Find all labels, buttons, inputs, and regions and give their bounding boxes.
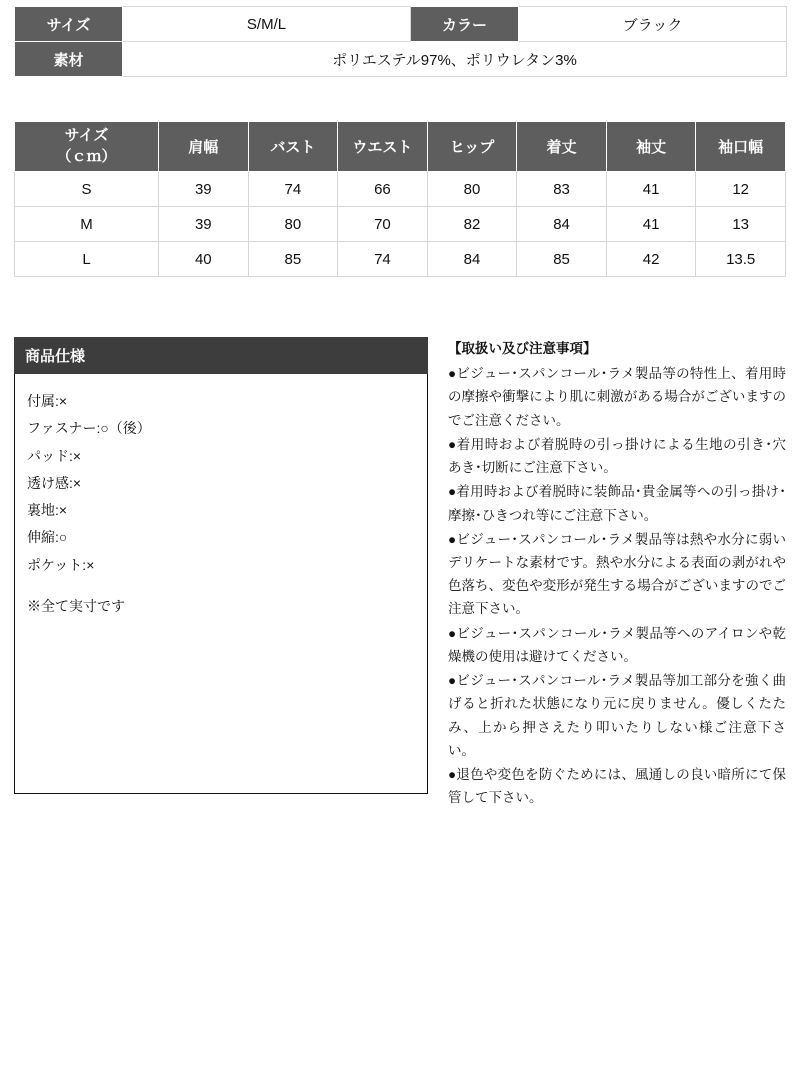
spec-row-material — [15, 42, 787, 77]
cell-s-sleeve: 41 — [606, 172, 696, 207]
list-item: 透け感:× — [27, 474, 82, 491]
size-chart-col-hip: ヒップ — [427, 122, 517, 172]
care-item: ●ビジュー･スパンコール･ラメ製品等は熱や水分に弱いデリケートな素材です。熱や水分による表面の剥がれや色落ち、変色や変形が発生する場合がございますのでご注意下さい。 — [448, 531, 786, 617]
care-item: ●退色や変色を防ぐためには、風通しの良い暗所にて保管して下さい。 — [448, 766, 786, 806]
size-chart-header-row — [15, 122, 786, 172]
cell-l-waist: 74 — [338, 242, 428, 277]
care-item: ●ビジュー･スパンコール･ラメ製品等へのアイロンや乾燥機の使用は避けてください。 — [448, 625, 786, 664]
spec-label-material: 素材 — [15, 42, 123, 77]
bottom-section — [14, 337, 786, 810]
cell-s-bust: 74 — [248, 172, 338, 207]
cell-l-length: 85 — [517, 242, 607, 277]
cell-l-sleeve: 42 — [606, 242, 696, 277]
spec-label-size: サイズ — [15, 7, 123, 42]
list-item: 伸縮:○ — [27, 529, 68, 546]
size-chart-corner-line1: サイズ — [64, 127, 109, 145]
spec-table — [14, 6, 787, 77]
spec-value-color: ブラック — [519, 7, 787, 42]
cell-m-hip: 82 — [427, 207, 517, 242]
care-instructions — [448, 337, 786, 810]
table-row — [15, 242, 786, 277]
cell-s-hip: 80 — [427, 172, 517, 207]
list-item: パッド:× — [27, 447, 82, 464]
cell-m-bust: 80 — [248, 207, 338, 242]
cell-m-waist: 70 — [338, 207, 428, 242]
product-spec-body — [14, 374, 428, 794]
product-spec-panel — [14, 337, 428, 794]
size-chart-row-label-l: L — [15, 242, 159, 277]
product-spec-note: ※全て実寸です — [27, 598, 125, 615]
cell-m-cuff: 13 — [696, 207, 786, 242]
cell-l-hip: 84 — [427, 242, 517, 277]
care-item: ●ビジュー･スパンコール･ラメ製品等加工部分を強く曲げると折れた状態になり元に戻りません。優しくたたみ、上から押さえたり叩いたりしない様ご注意下さい。 — [448, 673, 786, 758]
cell-s-shoulder: 39 — [159, 172, 249, 207]
product-spec-title: 商品仕様 — [14, 337, 428, 374]
table-row — [15, 207, 786, 242]
cell-s-length: 83 — [517, 172, 607, 207]
size-chart-corner-line2: （ｃｍ） — [56, 147, 117, 165]
cell-m-length: 84 — [517, 207, 607, 242]
list-item: ファスナー:○（後） — [27, 420, 151, 437]
list-item: ポケット:× — [27, 556, 95, 573]
size-chart-col-bust: バスト — [248, 122, 338, 172]
cell-l-cuff: 13.5 — [696, 242, 786, 277]
spec-label-color: カラー — [411, 7, 519, 42]
cell-s-cuff: 12 — [696, 172, 786, 207]
care-item: ●着用時および着脱時に装飾品･貴金属等への引っ掛け･摩擦･ひきつれ等にご注意下さい。 — [448, 484, 786, 523]
size-chart-corner-label — [15, 122, 159, 172]
size-chart-row-label-m: M — [15, 207, 159, 242]
table-row — [15, 172, 786, 207]
product-detail-page — [0, 6, 800, 1073]
list-item: 付属:× — [27, 393, 68, 409]
size-chart-row-label-s: S — [15, 172, 159, 207]
size-chart-col-sleeve: 袖丈 — [606, 122, 696, 172]
list-item: 裏地:× — [27, 502, 68, 519]
size-chart-col-cuff: 袖口幅 — [696, 122, 786, 172]
spec-value-size: S/M/L — [123, 7, 411, 42]
size-chart-table — [14, 121, 786, 277]
spec-row-size-color — [15, 7, 787, 42]
cell-m-sleeve: 41 — [606, 207, 696, 242]
cell-l-shoulder: 40 — [159, 242, 249, 277]
care-instructions-title: 【取扱い及び注意事項】 — [448, 341, 597, 356]
care-item: ●ビジュー･スパンコール･ラメ製品等の特性上、着用時の摩擦や衝撃により肌に刺激がある場合がございますのでご注意ください。 — [448, 366, 786, 428]
cell-m-shoulder: 39 — [159, 207, 249, 242]
spec-value-material: ポリエステル97%、ポリウレタン3% — [123, 42, 787, 77]
care-item: ●着用時および着脱時の引っ掛けによる生地の引き･穴あき･切断にご注意下さい。 — [448, 436, 786, 476]
cell-l-bust: 85 — [248, 242, 338, 277]
cell-s-waist: 66 — [338, 172, 428, 207]
size-chart-col-length: 着丈 — [517, 122, 607, 172]
size-chart-col-waist: ウエスト — [338, 122, 428, 172]
size-chart-col-shoulder: 肩幅 — [159, 122, 249, 172]
